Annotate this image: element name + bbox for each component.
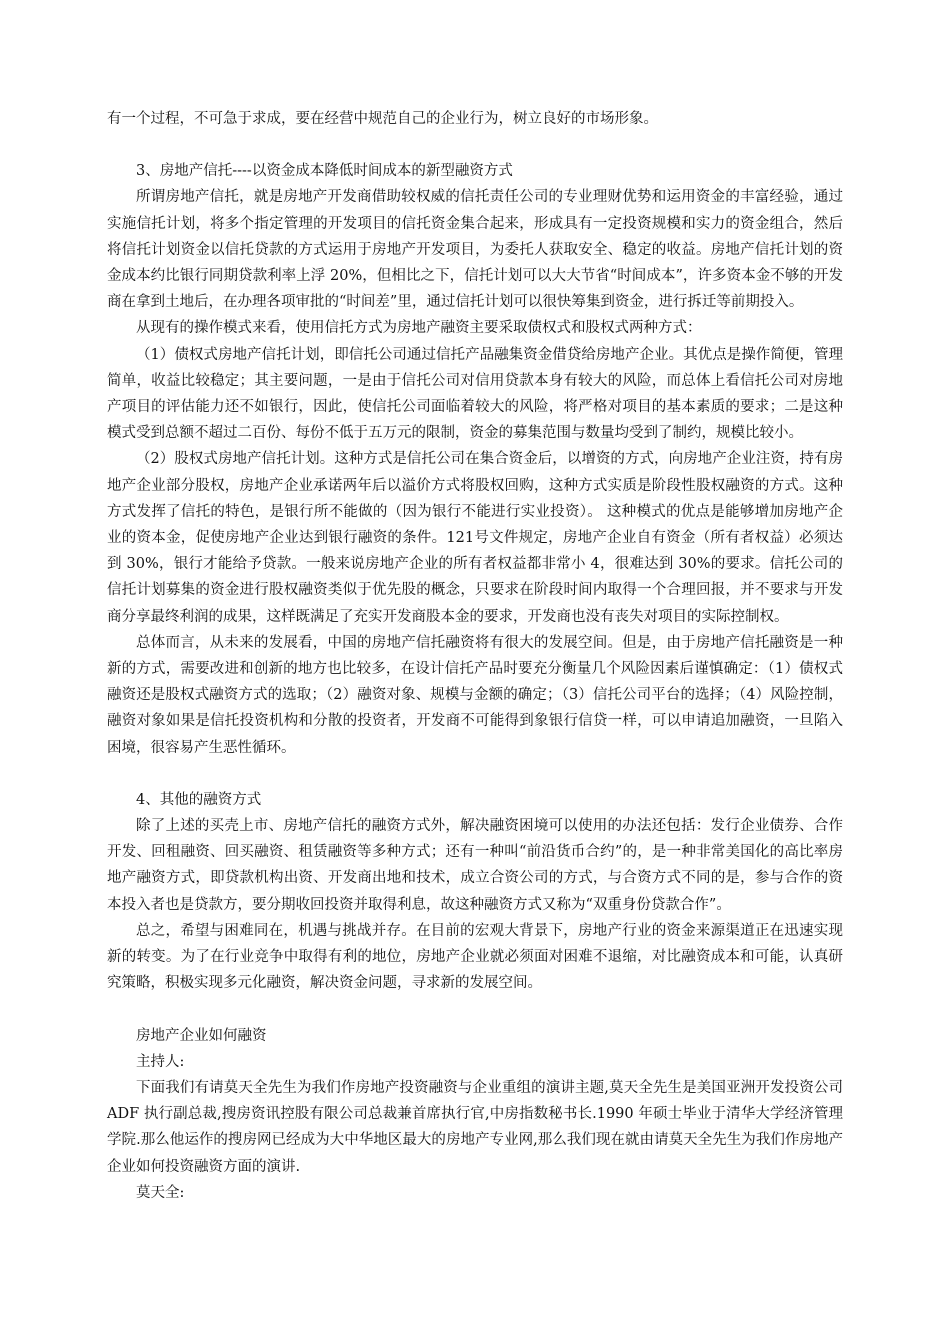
blank-line (107, 761, 843, 787)
section-3-paragraph-4: （2）股权式房地产信托计划。这种方式是信托公司在集合资金后，以增资的方式，向房地产企业注资，持有房地产企业部分股权，房地产企业承诺两年后以溢价方式将股权回购，这种方式实质是阶段性股权融资的方式。这种方式发挥了信托的特色，是银行所不能做的（因为银行不能进行实业投资）。 这种模式的优点是能够增加房地产企业的资本金，促使房地产企业达到银行融资的条件。121号文件规定，房地产企业自有资金（所有者权益）必须达到 30%，银行才能给予贷款。一般来说房地产企业的所有者权益都非常小 4，很难达到 30%的要求。信托公司的信托计划募集的资金进行股权融资类似于优先股的概念，只要求在阶段时间内取得一个合理回报，并不要求与开发商分享最终利润的成果，这样既满足了充实开发商股本金的要求，开发商也没有丧失对项目的实际控制权。 (107, 451, 843, 625)
section-4-paragraph-2: 总之，希望与困难同在，机遇与挑战并存。在目前的宏观大背景下，房地产行业的资金来源渠道正在迅速实现新的转变。为了在行业竞争中取得有利的地位，房地产企业就必须面对困难不退缩，对比融资成本和可能，认真研究策略，积极实现多元化融资，解决资金问题，寻求新的发展空间。 (107, 922, 843, 992)
section-3-paragraph-2: 从现有的操作模式来看，使用信托方式为房地产融资主要采取债权式和股权式两种方式： (136, 320, 702, 337)
document-page (107, 106, 843, 1206)
blank-line (107, 132, 843, 158)
section-3-paragraph-5: 总体而言，从未来的发展看，中国的房地产信托融资将有很大的发展空间。但是，由于房地产信托融资是一种新的方式，需要改进和创新的地方也比较多，在设计信托产品时要充分衡量几个风险因素后谨慎确定：（1）债权式融资还是股权式融资方式的选取；（2）融资对象、规模与金额的确定；（3）信托公司平台的选择；（4）风险控制，融资对象如果是信托投资机构和分散的投资者，开发商不可能得到象银行信贷一样，可以申请追加融资，一旦陷入困境，很容易产生恶性循环。 (107, 634, 843, 756)
section-3-paragraph-1: 所谓房地产信托，就是房地产开发商借助较权威的信托责任公司的专业理财优势和运用资金的丰富经验，通过实施信托计划，将多个指定管理的开发项目的信托资金集合起来，形成具有一定投资规模和实力的资金组合，然后将信托计划资金以信托贷款的方式运用于房地产开发项目，为委托人获取安全、稳定的收益。房地产信托计划的资金成本约比银行同期贷款利率上浮 20%，但相比之下，信托计划可以大大节省“时间成本”，许多资本金不够的开发商在拿到土地后，在办理各项审批的“时间差”里，通过信托计划可以很快筹集到资金，进行拆迁等前期投入。 (107, 189, 843, 311)
blank-line (107, 997, 843, 1023)
section-4-paragraph-1: 除了上述的买壳上市、房地产信托的融资方式外，解决融资困境可以使用的办法还包括：发行企业债券、合作开发、回租融资、回买融资、租赁融资等多种方式；还有一种叫“前沿货币合约”的，是一种非常美国化的高比率房地产融资方式，即贷款机构出资、开发商出地和技术，成立合资公司的方式，与合资方式不同的是，参与合作的资本投入者也是贷款方，要分期收回投资并取得利息，故这种融资方式又称为“双重身份贷款合作”。 (107, 818, 843, 913)
section-3-heading: 3、房地产信托----以资金成本降低时间成本的新型融资方式 (136, 163, 513, 180)
host-paragraph: 下面我们有请莫天全先生为我们作房地产投资融资与企业重组的演讲主题,莫天全先生是美国亚洲开发投资公司 ADF 执行副总裁,搜房资讯控股有限公司总裁兼首席执行官,中房指数秘书长.1990 年硕士毕业于清华大学经济管理学院.那么他运作的搜房网已经成为大中华地区最大的房地产专业网,那么我们现在就由请莫天全先生为我们作房地产企业如何投资融资方面的演讲. (107, 1079, 843, 1175)
speech-title: 房地产企业如何融资 (136, 1027, 267, 1044)
section-3-paragraph-3: （1）债权式房地产信托计划，即信托公司通过信托产品融集资金借贷给房地产企业。其优点是操作简便，管理简单，收益比较稳定；其主要问题，一是由于信托公司对信用贷款本身有较大的风险，而总体上看信托公司对房地产项目的评估能力还不如银行，因此，使信托公司面临着较大的风险，将严格对项目的基本素质的要求；二是这种模式受到总额不超过二百份、每份不低于五万元的限制，资金的募集范围与数量均受到了制约，规模比较小。 (107, 346, 843, 442)
section-4-heading: 4、其他的融资方式 (136, 791, 262, 808)
paragraph-intro-tail: 有一个过程，不可急于求成，要在经营中规范自己的企业行为，树立良好的市场形象。 (107, 111, 658, 127)
host-label: 主持人: (136, 1053, 185, 1070)
speaker-label: 莫天全: (136, 1184, 185, 1201)
